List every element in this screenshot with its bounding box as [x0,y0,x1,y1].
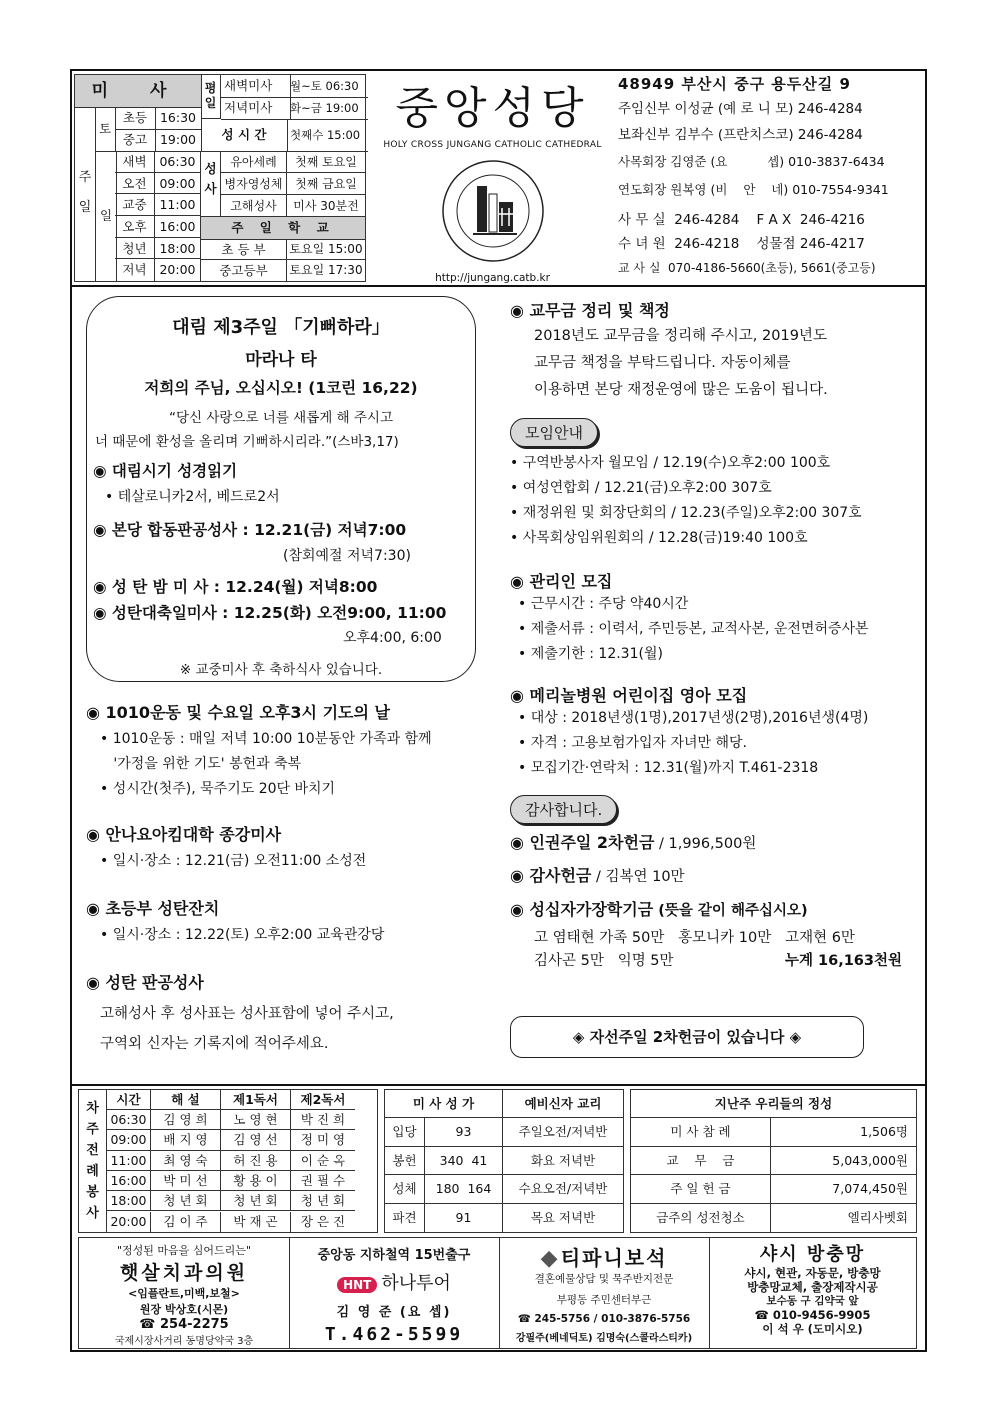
service-cell: 청 년 회 [291,1191,355,1211]
mass-grid [74,74,366,282]
notice-heading: ◉ 메리놀병원 어린이집 영아 모집 [510,686,748,705]
service-cell: 18:00 [107,1191,151,1211]
service-header: 제1독서 [221,1090,291,1110]
notice-heading: ◉ 안나요아킴대학 종강미사 [86,825,282,844]
advent-note: ※ 교중미사 후 축하식사 있습니다. [179,662,383,678]
phone-line: 사 무 실 246-4284 F A X 246-4216 [618,212,865,228]
cathedral-logo [433,156,553,266]
thanks-text: / 김복연 10만 [591,869,685,885]
catechism-class: 주일오전/저녁반 [503,1118,623,1147]
notice-heading: ◉ 관리인 모집 [510,572,613,591]
service-cell: 권 필 수 [291,1171,355,1191]
left-notices [86,700,486,1059]
meeting-item: • 여성연합회 / 12.21(금)오후2:00 307호 [510,480,772,496]
service-cell: 김 영 선 [221,1130,291,1150]
service-header: 제2독서 [291,1090,355,1110]
notice-heading: ◉ 초등부 성탄잔치 [86,899,220,918]
weekday-label: 평 일 [201,75,221,119]
choir-part: 성체 [385,1175,425,1204]
school-group: 초 등 부 [201,239,287,260]
notice-line: • 모집기간·연락처 : 12.31(월)까지 T.461-2318 [518,760,819,776]
service-cell: 16:00 [107,1171,151,1191]
ad-line: 부평동 주민센터부근 [556,1294,652,1306]
saturday-label: 토 [95,107,116,152]
service-cell: 김 영 희 [151,1110,221,1130]
sat-name: 중고 [115,129,156,152]
offering-label: 미 사 참 례 [631,1118,771,1147]
notice-1010 [86,700,486,802]
meeting-item: • 사목회상임위원회의 / 12.28(금)19:40 100호 [510,530,808,546]
notice-line: • 대상 : 2018년생(1명),2017년생(2명),2016년생(4명) [518,710,869,726]
diamond-icon: ◆ [540,1246,558,1271]
thanks-heading: ◉ 감사헌금 [510,866,592,885]
advent-item-heading: ◉ 성탄대축일미사 : 12.25(화) 오전9:00, 11:00 [93,604,447,622]
notice-university [86,822,486,874]
ad-hanatour[interactable] [289,1238,500,1348]
service-cell: 정 미 영 [291,1130,355,1150]
contact-line: 주임신부 이성균 (예 로 니 모) 246-4284 [618,101,863,117]
sunday-mass-name: 저녁 [115,259,155,281]
service-cell: 20:00 [107,1212,151,1232]
service-cell: 배 지 영 [151,1130,221,1150]
notice-line: • 성시간(첫주), 묵주기도 20단 바치기 [100,781,336,797]
notice-line: • 제출기한 : 12.31(월) [518,646,663,662]
thanks-text: (뜻을 같이 해주십시오) [653,903,808,919]
header-divider [70,285,927,287]
phone-line: 교 사 실 070-4186-5660(초등), 5661(중고등) [618,261,876,275]
phone-line: 수 녀 원 246-4218 성물점 246-4217 [618,236,865,252]
ad-line: 샤시, 현관, 자동문, 방충망 [744,1266,881,1280]
advent-quote: “당신 사랑으로 너를 새롭게 해 주시고 [168,410,394,426]
advent-item-heading: ◉ 본당 합동판공성사 : 12.21(금) 저녁7:00 [93,521,407,539]
ad-line: ☎ 254-2275 [139,1317,229,1332]
service-label: 차 주 전 례 봉 사 [79,1090,107,1232]
notice-daycare [510,683,910,781]
sacrament-name: 병자영성체 [221,173,287,195]
sunday-mass-time: 06:30 [155,151,201,173]
notice-christmas-party [86,896,486,948]
ad-phone: ☎ 010-9456-9905 [754,1308,871,1322]
charity-notice: ◈ 자선주일 2차헌금이 있습니다 ◈ [510,1016,864,1058]
notice-line: 구역외 신자는 기록지에 적어주세요. [100,1036,329,1052]
ad-title: 햇살치과의원 [119,1262,249,1284]
hanatour-logo-icon: HNT [337,1277,377,1293]
ad-line: 원장 박상호(시몬) [139,1303,229,1316]
meeting-item: • 구역반봉사자 월모임 / 12.19(수)오후2:00 100호 [510,455,831,471]
scholar-donors: 김사곤 5만 익명 5만 [534,953,674,969]
advent-item-heading: ◉ 대림시기 성경읽기 [93,462,238,480]
offering-label: 금주의 성전청소 [631,1204,771,1233]
notice-line: • 자격 : 고용보험가입자 자녀만 해당. [518,735,748,751]
catechism-header: 예비신자 교리 [503,1090,623,1118]
choir-part: 파견 [385,1204,425,1233]
sacrament-time: 첫째 토요일 [287,151,365,173]
advent-item-line: (참회예절 저녁7:30) [283,548,411,564]
notice-line: • 1010운동 : 매일 저녁 10:00 10분동안 가족과 함께 [100,731,432,747]
offering-label: 교 무 금 [631,1147,771,1176]
church-masthead [370,70,615,284]
notice-line: 고해성사 후 성사표는 성사표함에 넣어 주시고, [100,1006,394,1022]
service-cell: 청 년 회 [151,1191,221,1211]
advent-title: 대림 제3주일 「기뻐하라」 [172,317,390,338]
sunday-mass-time: 16:00 [155,216,201,238]
sunday-mass-name: 청년 [115,238,155,260]
advent-item-line: • 테살로니카2서, 베드로2서 [105,489,280,505]
sacrament-name: 유아세례 [221,151,287,173]
ad-title: 하나투어 [381,1273,451,1294]
notice-line: • 일시·장소 : 12.21(금) 오전11:00 소성전 [100,853,367,869]
sunday-label: 주 일 [78,170,92,215]
service-header: 시간 [107,1090,151,1110]
sunday-mass-name: 오전 [115,173,155,195]
offering-table [630,1089,917,1233]
ad-line: <임플란트,미백,보철> [128,1287,240,1300]
service-cell: 이 순 옥 [291,1151,355,1171]
catechism-class: 화요 저녁반 [503,1147,623,1176]
sunday-mass-time: 11:00 [155,194,201,216]
offering-value: 엘리사벳회 [847,1209,908,1225]
ad-sash[interactable] [709,1238,916,1348]
sacrament-time: 첫째 금요일 [287,173,365,195]
weekday-time: 화~금 19:00 [287,97,368,120]
service-header: 해 설 [151,1090,221,1110]
notice-line: 2018년도 교무금을 정리해 주시고, 2019년도 [534,328,827,344]
ad-line: 결혼예물상담 및 묵주반지전문 [534,1273,674,1285]
school-group: 중고등부 [201,260,287,281]
weekday-time: 월~토 06:30 [287,75,368,98]
thanks-text: / 1,996,500원 [654,836,757,852]
church-name: 중앙성당 [395,83,590,134]
thanks-heading: ◉ 인권주일 2차헌금 [510,833,655,852]
scholar-total: 누계 16,163천원 [784,953,902,969]
sat-time: 16:30 [155,107,202,130]
service-cell: 11:00 [107,1151,151,1171]
sacrament-name: 고해성사 [221,195,287,217]
contact-line: 사목회장 김영준 (요 셉) 010-3837-6434 [618,154,885,169]
notice-line: '가정을 위한 기도' 봉헌과 축복 [100,756,302,772]
ad-tiffany[interactable] [499,1238,710,1348]
sacrament-label: 성 사 [201,151,221,217]
ad-phone: T.462-5599 [324,1324,464,1345]
notice-line: • 제출서류 : 이력서, 주민등본, 교적사본, 운전면허증사본 [518,621,869,637]
service-cell: 06:30 [107,1110,151,1130]
offering-label: 주 일 헌 금 [631,1175,771,1204]
choir-hymn: 93 [425,1118,503,1147]
ad-title: 샤시 방충망 [759,1244,866,1265]
address: 48949 부산시 중구 용두산길 9 [618,75,851,93]
contact-line: 보좌신부 김부수 (프란치스코) 246-4284 [618,127,863,143]
notice-heading: ◉ 교무금 정리 및 책정 [510,301,670,320]
ad-line: 방충망교체, 출장제작시공 [747,1280,878,1294]
holy-hour-label: 성 시 간 [201,119,288,152]
service-cell: 장 은 진 [300,1213,346,1229]
sunday-mass-name: 오후 [115,216,155,238]
service-cell: 허 진 용 [221,1151,291,1171]
choir-part: 봉헌 [385,1147,425,1176]
ad-line: 강필주(베네딕토) 김명숙(스콜라스티카) [515,1333,693,1344]
notice-confession [86,970,486,1059]
service-cell: 황 용 이 [221,1171,291,1191]
catechism-class: 수요오전/저녁반 [503,1175,623,1204]
choir-hymn: 91 [425,1204,503,1233]
sunday-mass-name: 교중 [115,194,155,216]
service-cell: 노 영 현 [221,1110,291,1130]
service-cell: 최 영 숙 [151,1151,221,1171]
advent-verse: 저희의 주님, 오십시오! (1코린 16,22) [144,379,418,397]
advent-item-line: 오후4:00, 6:00 [343,630,442,646]
sat-name: 초등 [115,107,156,130]
liturgy-service-table [78,1089,378,1233]
school-time: 토요일 15:00 [287,239,365,260]
choir-hymn: 340 41 [425,1147,503,1176]
notice-line: 이용하면 본당 재정운영에 많은 도움이 됩니다. [534,382,828,398]
advent-quote: 너 때문에 환성을 올리며 기뻐하시리라.”(스바3,17) [95,434,399,450]
notice-heading: ◉ 성탄 판공성사 [86,973,204,992]
right-notices [510,298,910,973]
offering-value: 7,074,450원 [771,1175,916,1204]
notice-line: • 일시·장소 : 12.22(토) 오후2:00 교육관강당 [100,927,385,943]
bottom-divider [70,1084,927,1086]
offering-header: 지난주 우리들의 정성 [631,1090,916,1118]
service-cell: 09:00 [107,1130,151,1150]
offering-value: 1,506명 [771,1118,916,1147]
notice-line: 교무금 책정을 부탁드립니다. 자동이체를 [534,355,791,371]
service-cell: 김 이 주 [151,1212,221,1232]
holy-hour-time: 첫째수 15:00 [287,119,368,152]
choir-hymn: 180 164 [425,1175,503,1204]
ad-line: 이 석 우 (도미시오) [762,1322,863,1336]
offering-value: 5,043,000원 [771,1147,916,1176]
service-cell: 박 미 선 [151,1171,221,1191]
service-cell: 박 재 곤 [221,1212,291,1232]
sat-time: 19:00 [155,129,202,152]
sunday-school-label: 주 일 학 교 [201,217,365,240]
notice-dues [510,298,910,404]
church-url[interactable]: http://jungang.catb.kr [435,272,550,284]
sunday-sub: 일 [95,151,117,281]
church-name-en: HOLY CROSS JUNGANG CATHOLIC CATHEDRAL [383,140,602,150]
ad-line: 보수동 구 김약국 앞 [766,1295,859,1307]
ad-line: 국제시장사거리 동명당약국 3층 [114,1336,254,1347]
service-cell: 청 년 회 [221,1191,291,1211]
ad-line: 김 영 준 (요 셉) [336,1305,452,1320]
maranatha: 마라나 타 [245,350,317,370]
service-cell: 박 진 희 [291,1110,355,1130]
ad-title: 티파니보석 [560,1246,668,1270]
sacrament-time: 미사 30분전 [287,195,365,217]
advent-item-heading: ◉ 성 탄 밤 미 사 : 12.24(월) 저녁8:00 [93,578,378,596]
contact-line: 연도회장 원복영 (비 안 네) 010-7554-9341 [618,182,889,197]
ad-dental[interactable] [79,1238,290,1348]
scholar-donors: 고 염태현 가족 50만 홍모니카 10만 고재현 6만 [534,930,855,946]
choir-header: 미 사 성 가 [385,1090,503,1118]
notice-heading: ◉ 1010운동 및 수요일 오후3시 기도의 날 [86,703,390,722]
thanks-heading: ◉ 성십자가장학기금 [510,900,654,919]
notice-line: • 근무시간 : 주당 약40시간 [518,596,689,612]
meeting-item: • 재정위원 및 회장단회의 / 12.23(주일)오후2:00 307호 [510,505,862,521]
ads-strip [78,1237,917,1349]
sunday-mass-time: 18:00 [155,238,201,260]
church-contacts [618,72,923,280]
ad-line: 중앙동 지하철역 15번출구 [317,1248,471,1263]
sunday-mass-name: 새벽 [115,151,155,173]
catechism-class: 목요 저녁반 [530,1209,596,1225]
ad-line: ☎ 245-5756 / 010-3876-5756 [517,1313,691,1325]
notice-manager [510,569,910,667]
choir-table [384,1089,624,1233]
weekday-name: 새벽미사 [221,75,291,98]
weekday-name: 저녁미사 [221,97,291,120]
thanks-pill: 감사합니다. [510,795,617,824]
advent-box [86,296,476,682]
meetings-pill: 모임안내 [510,418,598,447]
sunday-mass-time: 09:00 [155,173,201,195]
ad-line: "정성된 마음을 심어드리는" [117,1244,251,1257]
choir-part: 입당 [385,1118,425,1147]
mass-title: 미 사 [75,75,202,108]
sunday-mass-time: 20:00 [155,259,201,281]
school-time: 토요일 17:30 [289,263,363,277]
